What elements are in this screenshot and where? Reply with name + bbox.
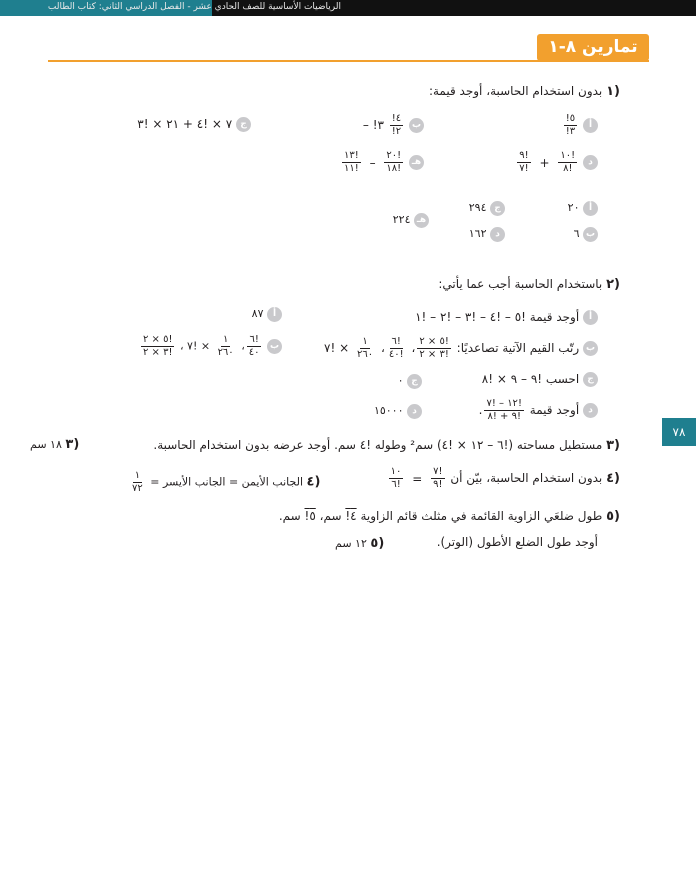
section-title: تمارين ٨-١ [537,34,649,61]
q2-answer-b: ب $\frac{!٦}{٤٠}$ ، $\frac{١}{٢٦٠}$ × !٧ ، $\frac{!٥ \times ٢}{!٣ \times ٢}$ [139,334,282,359]
q4-answer: (٤ الجانب الأيمن = الجانب الأيسر = $\frac{١}{٧٢}$ [132,470,321,494]
answer-bullet: ج [490,201,505,216]
item-bullet: ج [583,372,598,387]
item-bullet: ب [409,118,424,133]
fraction: $\frac{!٥ \times ٢}{!٣ \times ٢}$ [142,334,173,358]
q2-answer-a: أ ٨٧ [252,306,282,322]
title-underline [48,60,649,62]
fraction: $\frac{!٧}{!٩}$ [433,466,443,490]
q1-answer-e: هـ ٢٢٤ [393,212,429,228]
fraction: $\frac{!٦}{٤٠}$ [248,334,260,358]
q2-item-a: أ أوجد قيمة !٥ – !٤ – !٣ – !٢ – !١ [415,309,598,325]
answer-bullet: أ [583,201,598,216]
q1-item-b: ب – !٣ $\frac{!٤}{!٢}$ [363,113,424,138]
q2-item-d: د أوجد قيمة $\frac{!١٢ - !٧}{!٩ + !٨}$ . [479,398,598,423]
q4-answer-number: (٤ [306,474,321,490]
answer-bullet: هـ [414,213,429,228]
q2-item-b: ب رتّب القيم الآتية تصاعديًا: $\frac{!٥ \times ٢}{!٣ \times ٢}$ ، $\frac{!٦}{!٤٠}$ ، $\frac{١}{٢٦٠}$ × !٧ [324,336,598,361]
fraction: $\frac{!١٣}{!١١}$ [343,150,359,174]
item-bullet: د [583,155,598,170]
fraction: $\frac{!٩}{!٧}$ [519,150,529,174]
q5-text: (٥ طول ضلعَي الزاوية القائمة في مثلث قائم الزاوية !٤ سم، !٥ سم. [278,509,620,524]
q5-line2: أوجد طول الضلع الأطول (الوتر). [436,535,598,549]
fraction: $\frac{!٢٠}{!١٨}$ [386,150,402,174]
q3-text: (٣ مستطيل مساحته (!٦ – ١٢ × !٤) سم² وطوله !٤ سم. أوجد عرضه بدون استخدام الحاسبة. [153,438,620,453]
q3-answer: (٣ ١٨ سم [30,437,80,452]
q2-item-c: ج احسب !٩ – ٩ × !٨ [482,371,598,387]
q1-item-e: هـ $\frac{!٢٠}{!١٨}$ – $\frac{!١٣}{!١١}$ [340,150,424,175]
q5-number: (٥ [606,509,620,524]
root-term: !٤ [345,509,357,523]
item-bullet: ج [236,117,251,132]
q1-number: (١ [606,84,620,99]
q1-answer-d: د ١٦٢ [469,226,505,242]
running-header: الرياضيات الأساسية للصف الحادي عشر - الفصل الدراسي الثاني: كتاب الطالب [47,2,341,12]
q2-answer-d: د ١٥٠٠٠ [374,403,422,419]
q1-answer-b: ب ٦ [574,226,598,242]
fraction: $\frac{١}{٢٦٠}$ [357,336,374,360]
fraction: $\frac{!٦}{!٤٠}$ [388,336,404,360]
q1-answer-c: ج ٢٩٤ [469,200,505,216]
q1-item-d: د $\frac{!١٠}{!٨}$ + $\frac{!٩}{!٧}$ [515,150,598,175]
fraction: $\frac{!١٢ - !٧}{!٩ + !٨}$ [486,398,522,422]
page-number: ٧٨ [662,418,696,446]
answer-bullet: د [490,227,505,242]
q2-prompt [438,276,620,293]
q2-answer-c: ج ٠ [398,373,422,389]
answer-bullet: أ [267,307,282,322]
answer-bullet: ب [583,227,598,242]
q4-text: (٤ بدون استخدام الحاسبة، بيّن أن $\frac{!٧}{!٩}$ = $\frac{١٠}{!٦}$ [390,466,620,490]
fraction: $\frac{!٤}{!٢}$ [391,113,402,137]
q1-text: بدون استخدام الحاسبة، أوجد قيمة: [428,84,603,98]
root-term: !٥ [304,509,316,523]
fraction: $\frac{١}{٢٦٠}$ [217,334,234,358]
item-bullet: د [583,403,598,418]
answer-bullet: د [407,404,422,419]
q3-number: (٣ [606,438,620,453]
answer-bullet: ب [267,339,282,354]
answer-bullet: ج [407,374,422,389]
fraction: $\frac{!٥}{!٣}$ [565,113,576,137]
q4-number: (٤ [606,471,620,486]
q1-prompt [429,83,620,100]
q2-text: باستخدام الحاسبة أجب عما يأتي: [438,277,603,291]
expression: ٧ × !٤ + ٢١ × !٣ [137,117,233,131]
q5-answer: (٥ ١٢ سم [335,536,385,551]
q3-answer-number: (٣ [65,437,80,452]
fraction: $\frac{!٥ \times ٢}{!٣ \times ٢}$ [419,336,449,360]
q1-item-c [137,116,251,132]
fraction: $\frac{١}{٧٢}$ [132,470,143,494]
item-bullet: أ [583,118,598,133]
q1-answer-a: أ ٢٠ [568,200,598,216]
q5-answer-number: (٥ [370,536,385,551]
fraction: $\frac{!١٠}{!٨}$ [560,150,576,174]
item-bullet: ب [583,341,598,356]
fraction: $\frac{١٠}{!٦}$ [390,466,402,490]
item-bullet: أ [583,310,598,325]
item-bullet: هـ [409,155,424,170]
q1-item-a [562,113,598,138]
q2-number: (٢ [606,277,620,292]
